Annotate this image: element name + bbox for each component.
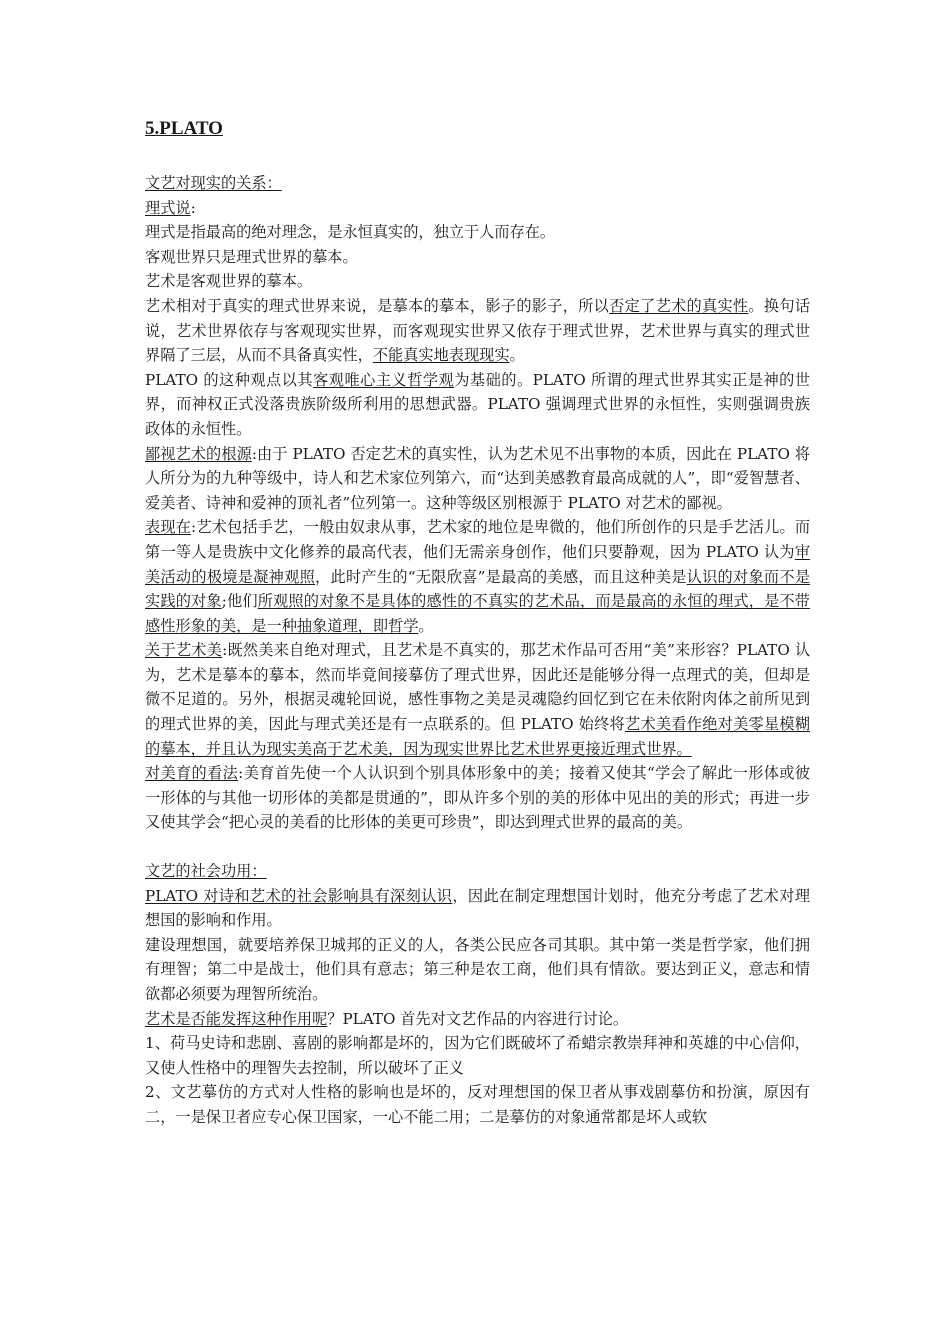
text-run: 。 [509,346,525,365]
text-run: PLATO 的这种观点以其 [145,370,314,389]
underlined-phrase: 艺术是否能发挥这种作用呢 [145,1009,328,1028]
paragraph-manifestation [145,515,810,638]
underlined-phrase: 关于艺术美 [145,641,223,660]
paragraph-social-influence [145,884,810,933]
paragraph-question [145,1007,810,1032]
paragraph-idea-definition: 理式是指最高的绝对理念，是永恒真实的，独立于人而存在。 [145,223,556,242]
section-spacer [145,835,810,859]
underlined-phrase: 表现在 [145,518,192,537]
theory-label-line [145,196,810,221]
paragraph-idealism [145,368,810,442]
underlined-phrase: PLATO 对诗和艺术的社会影响具有深刻认识 [145,886,453,905]
underlined-phrase: 客观唯心主义哲学观 [313,370,455,389]
section-heading-relation: 文艺对现实的关系： [145,174,282,192]
paragraph-ideal-state: 建设理想国，就要培养保卫城邦的正义的人，各类公民应各司其职。其中第一类是哲学家，他们拥有理智；第二中是战士，他们具有意志；第三种是农工商，他们具有情欲。要达到正义，意志和情欲都必须要为理智所统治。 [145,935,810,1003]
text-run: ？PLATO 首先对文艺作品的内容进行讨论。 [327,1009,629,1028]
underlined-phrase: 艺术美看作绝对美零星模糊的摹本，并且认为现实美高于艺术美，因为现实世界比艺术世界更接近理式世界。 [145,715,810,758]
text-run: :艺术包括手艺，一般由奴隶从事，艺术家的地位是卑微的，他们所创作的只是手艺活儿。而第一等人是贵族中文化修养的最高代表，他们无需亲身创作，他们只要静观，因为 PLATO 认为 [145,518,811,561]
text-run: ，此时产生的“无限欣喜”是最高的美感，而且这种美是 [315,567,687,586]
page-title: 5.PLATO [145,118,223,139]
underlined-phrase: 审美活动的极境是凝神观照 [145,542,810,586]
paragraph-art-copy: 艺术是客观世界的摹本。 [145,272,313,291]
text-run: :美育首先使一个人认识到个别具体形象中的美；接着又使其“学会了解此一形体或彼一形体的与其他一切形体的美都是贯通的”，即从许多个别的美的形体中见出的美的形式；再进一步又使其学会“把心灵的美看的比形体的美更可珍贵”，即达到理式世界的最高的美。 [145,764,811,832]
text-run: 。 [418,616,434,635]
theory-label: 理式说 [145,198,191,217]
underlined-phrase: 不能真实地表现现实 [372,346,510,365]
paragraph-world-copy: 客观世界只是理式世界的摹本。 [145,247,358,266]
underlined-phrase: 对美育的看法 [145,764,239,783]
paragraph-art-beauty [145,638,810,761]
text-run: :由于 PLATO 否定艺术的真实性，认为艺术见不出事物的本质，因此在 PLATO 将人所分为的九种等级中，诗人和艺术家位列第六，而“达到美感教育最高成就的人”，即“爱智慧者、爱美者、诗神和爱神的顶礼者”位列第一。这种等级区别根源于 PLATO 对艺术的鄙视。 [145,444,810,512]
underlined-phrase: 鄙视艺术的根源 [145,444,252,463]
underlined-phrase: 否定了艺术的真实性 [609,296,749,315]
paragraph-contempt-root [145,442,810,516]
theory-colon: : [190,198,196,217]
paragraph-point-1: 1、荷马史诗和悲剧、喜剧的影响都是坏的，因为它们既破坏了希蜡宗教崇拜神和英雄的中心信仰，又使人性格中的理智失去控制，所以破坏了正义 [145,1034,810,1077]
text-run: 。换句话说，艺术世界依存与客观现实世界，而客观现实世界又依存于理式世界，艺术世界与真实的理式世界隔了三层，从而不具备真实性， [145,296,811,365]
text-run: ，因此在制定理想国计划时，他充分考虑了艺术对理想国的影响和作用。 [145,886,811,930]
paragraph-aesthetic-education [145,761,810,835]
section-heading-function: 文艺的社会功用： [145,862,267,881]
underlined-phrase: 所观照的对象不是具体的感性的不真实的艺术品，而是最高的永恒的理式，是不带感性形象的美，是一种抽象道理，即哲学 [145,592,810,635]
text-run: 为基础的。PLATO 所谓的理式世界其实正是神的世界，而神权正式没落贵族阶级所利用的思想武器。PLATO 强调理式世界的永恒性，实则强调贵族政体的永恒性。 [145,370,810,438]
paragraph-point-2: 2、文艺摹仿的方式对人性格的影响也是坏的，反对理想国的保卫者从事戏剧摹仿和扮演，原因有二，一是保卫者应专心保卫国家，一心不能二用；二是摹仿的对象通常都是坏人或软 [145,1083,810,1126]
underlined-phrase: 认识的对象而不是实践的对象 [145,567,811,611]
text-run: ;他们 [221,592,258,611]
text-run: 艺术相对于真实的理式世界来说，是摹本的摹本，影子的影子，所以 [145,296,610,315]
paragraph-art-denial [145,294,810,368]
document-body [145,117,810,1130]
text-run: :既然美来自绝对理式，且艺术是不真实的，那艺术作品可否用“美”来形容？PLATO 认为，艺术是摹本的摹本，然而毕竟间接摹仿了理式世界，因此还是能够分得一点理式的美，但却是微不足道的。另外，根据灵魂轮回说，感性事物之美是灵魂隐约回忆到它在未依附肉体之前所见到的理式世界的美，因此与理式美还是有一点联系的。但 PLATO 始终将 [145,641,811,734]
